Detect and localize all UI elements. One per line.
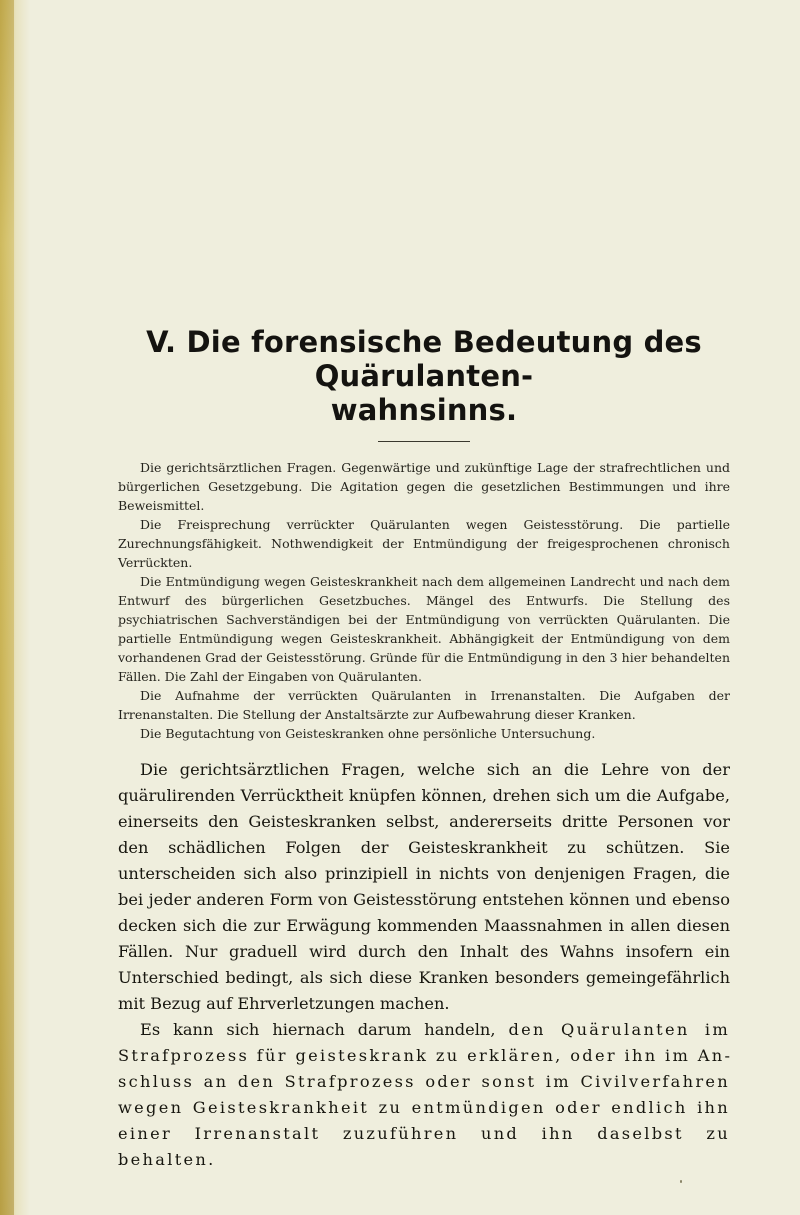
summary-paragraph: Die Begutachtung von Geisteskranken ohne persönliche Untersuchung. [140, 726, 596, 741]
paper-speck [680, 1180, 682, 1183]
body-paragraph-2-intro: Es kann sich hiernach darum handeln, [140, 1020, 509, 1039]
chapter-title-line-2: wahnsinns. [330, 393, 518, 427]
body-paragraph-2-emphasis: den Quärulanten im Strafprozess für geisteskrank zu erklären, oder ihn im Anschluss an den Strafprozess oder sonst im Civilverfahren wegen Geisteskrankheit zu entmündigen oder endlich ihn einer Irrenanstalt zuzuführen und ihn daselbst zu behalten. [118, 1020, 730, 1169]
summary-paragraph: Die Aufnahme der verrückten Quärulanten in Irrenanstalten. Die Aufgaben der Irrenanstalten. Die Stellung der Anstaltsärzte zur Aufbewahrung dieser Kranken. [118, 688, 730, 722]
chapter-summary [118, 458, 730, 743]
title-divider [378, 441, 470, 442]
chapter-title-line-1: V. Die forensische Bedeutung des Quärulanten- [146, 325, 702, 393]
chapter-body [118, 757, 730, 1173]
body-paragraph-2 [118, 1017, 730, 1173]
page-content [118, 325, 730, 1173]
chapter-title [118, 325, 730, 427]
body-paragraph-1: Die gerichtsärztlichen Fragen, welche sich an die Lehre von der quärulirenden Verrücktheit knüpfen können, drehen sich um die Aufgabe, einerseits den Geisteskranken selbst, andererseits dritte Personen vor den schädlichen Folgen der Geisteskrankheit zu schützen. Sie unterscheiden sich also prinzipiell in nichts von denjenigen Fragen, die bei jeder anderen Form von Geistesstörung entstehen können und ebenso decken sich die zur Erwägung kommenden Maassnahmen in allen diesen Fällen. Nur graduell wird durch den Inhalt des Wahns insofern ein Unterschied bedingt, als sich diese Kranken besonders gemeingefährlich mit Bezug auf Ehrverletzungen machen. [118, 760, 730, 1013]
page-binding-edge [0, 0, 14, 1215]
summary-paragraph: Die gerichtsärztlichen Fragen. Gegenwärtige und zukünftige Lage der strafrechtlichen und bürgerlichen Gesetzgebung. Die Agitation gegen die gesetzlichen Bestimmungen und ihre Beweismittel. [118, 460, 730, 513]
summary-paragraph: Die Entmündigung wegen Geisteskrankheit nach dem allgemeinen Landrecht und nach dem Entwurf des bürgerlichen Gesetzbuches. Mängel des Entwurfs. Die Stellung des psychiatrischen Sachverständigen bei der Entmündigung von verrückten Quärulanten. Die partielle Entmündigung wegen Geisteskrankheit. Abhängigkeit der Entmündigung von dem vorhandenen Grad der Geistesstörung. Gründe für die Entmündigung in den 3 hier behandelten Fällen. Die Zahl der Eingaben von Quärulanten. [118, 574, 730, 684]
summary-paragraph: Die Freisprechung verrückter Quärulanten wegen Geistesstörung. Die partielle Zurechnungsfähigkeit. Nothwendigkeit der Entmündigung der freigesprochenen chronisch Verrückten. [118, 517, 730, 570]
